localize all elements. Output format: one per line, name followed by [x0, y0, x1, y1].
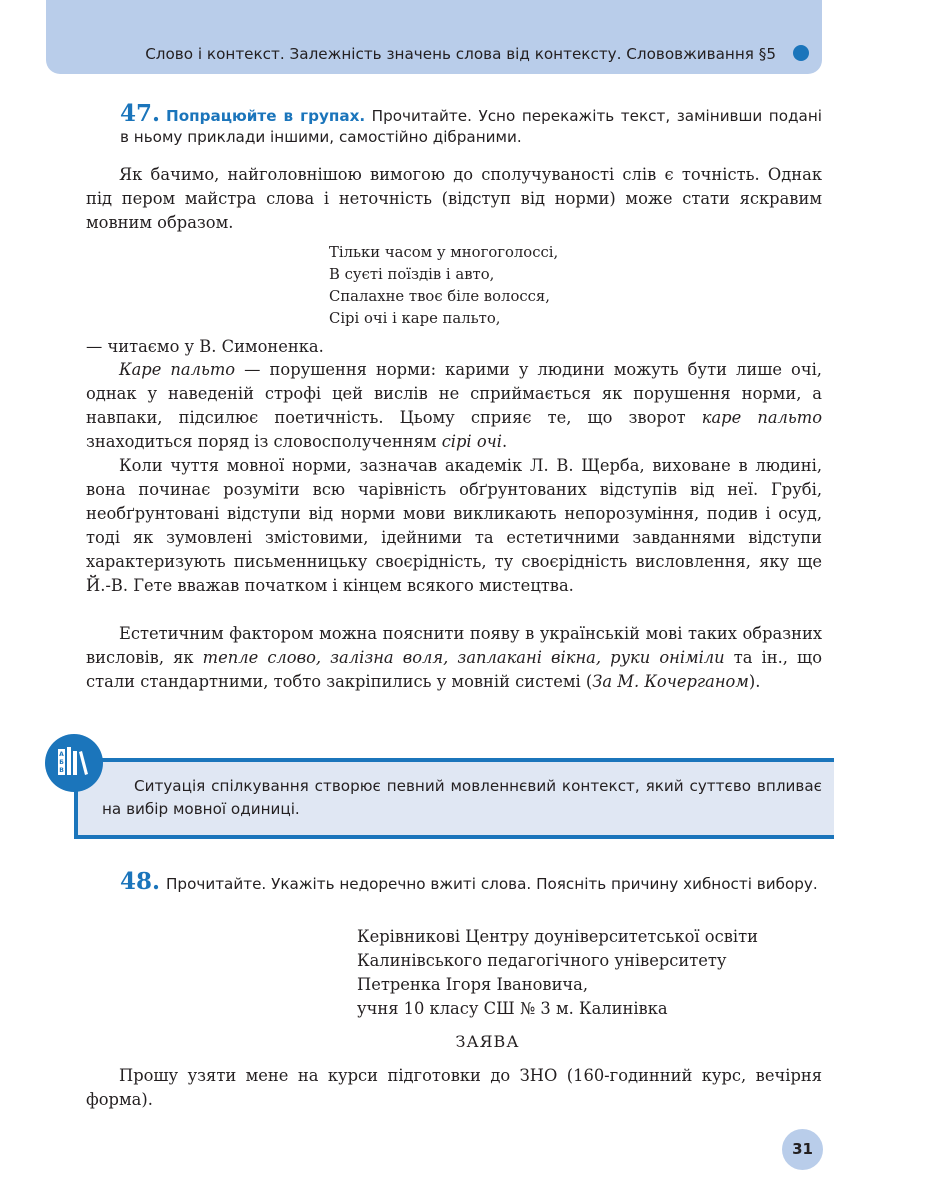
text-run: — порушення норми: карими у людини можуть бути лише очі, однак у наведеній строфі цей вислів не сприймається як порушення норми, а навпаки, підсилює поетичність. Цьому сприяє те, що зворот	[86, 360, 822, 427]
poem	[329, 242, 729, 330]
header-dot-icon	[793, 45, 809, 61]
svg-text:В: В	[59, 767, 64, 774]
letter-address	[357, 925, 827, 1021]
paragraph-5	[86, 622, 822, 694]
paragraph-4: Коли чуття мовної норми, зазначав академік Л. В. Щерба, виховане в людині, вона починає розуміти всю чарівність обґрунтованих відступів від неї. Грубі, необґрунтовані відступи від норми мови викликають непорозуміння, подив і осуд, тоді як зумовлені змістовими, ідейними та естетичними завданнями відступи характеризують письменницьку своєрідність, ту своєрідність висловлення, яку ще Й.-В. Гете вважав початком і кінцем всякого мистецтва.	[86, 456, 822, 595]
italic-phrase: сірі очі	[441, 432, 502, 451]
address-line: Петренка Ігоря Івановича,	[357, 975, 589, 994]
task-47	[120, 100, 822, 148]
task-lead: Попрацюйте в групах.	[166, 107, 366, 125]
address-line: Керівникові Центру доуніверситетської освіти	[357, 927, 758, 946]
letter-body: Прошу узяти мене на курси підготовки до ЗНО (160-годинний курс, вечірня форма).	[86, 1066, 822, 1109]
text-run: .	[501, 432, 508, 451]
italic-phrase: каре пальто	[701, 408, 822, 427]
text-run: та ін., що стали стандартними, тобто закріпились у мовній системі (	[86, 648, 822, 691]
text-run: Естетичним фактором можна пояснити появу в українській мові таких образних висловів, як	[86, 624, 822, 667]
books-abv-icon	[45, 734, 103, 792]
italic-phrase: Каре пальто	[119, 360, 236, 379]
paragraph-3	[86, 358, 822, 454]
poem-line: Спалахне твоє біле волосся,	[329, 288, 550, 305]
text-run: знаходиться поряд із словосполученням	[86, 432, 442, 451]
task-number: 48.	[120, 868, 161, 895]
address-line: Калинівського педагогічного університету	[357, 951, 727, 970]
task-48	[120, 868, 822, 895]
poem-line: Тільки часом у многоголоссі,	[329, 244, 559, 261]
poem-line: В суєті поїздів і авто,	[329, 266, 495, 283]
letter-title: ЗАЯВА	[455, 1032, 520, 1051]
text-run: ).	[748, 672, 761, 691]
italic-phrase: За М. Кочерганом	[592, 672, 749, 691]
italic-phrase: тепле слово, залізна воля, заплакані вікна, руки оніміли	[202, 648, 725, 667]
svg-text:Б: Б	[59, 759, 64, 766]
task-instruction: Прочитайте. Укажіть недоречно вжиті слова. Поясніть причину хибності вибору.	[166, 875, 818, 893]
poem-line: Сірі очі і каре пальто,	[329, 310, 501, 327]
rule-text: Ситуація спілкування створює певний мовленнєвий контекст, який суттєво впливає на вибір мовної одиниці.	[102, 777, 822, 818]
task-instruction: Прочитайте. Усно перекажіть текст, замінивши подані в ньому приклади іншими, самостійно дібраними.	[120, 107, 822, 146]
header-band	[46, 0, 822, 74]
running-header: Слово і контекст. Залежність значень слова від контексту. Слововживання §5	[145, 45, 776, 63]
address-line: учня 10 класу СШ № 3 м. Калинівка	[357, 999, 668, 1018]
paragraph-attribution: — читаємо у В. Симоненка.	[86, 337, 324, 356]
page-number: 31	[782, 1129, 823, 1170]
task-number: 47.	[120, 100, 161, 127]
svg-text:А: А	[59, 751, 64, 758]
paragraph-1: Як бачимо, найголовнішою вимогою до сполучуваності слів є точність. Однак під пером майстра слова і неточність (відступ від норми) може стати яскравим мовним образом.	[86, 165, 822, 232]
